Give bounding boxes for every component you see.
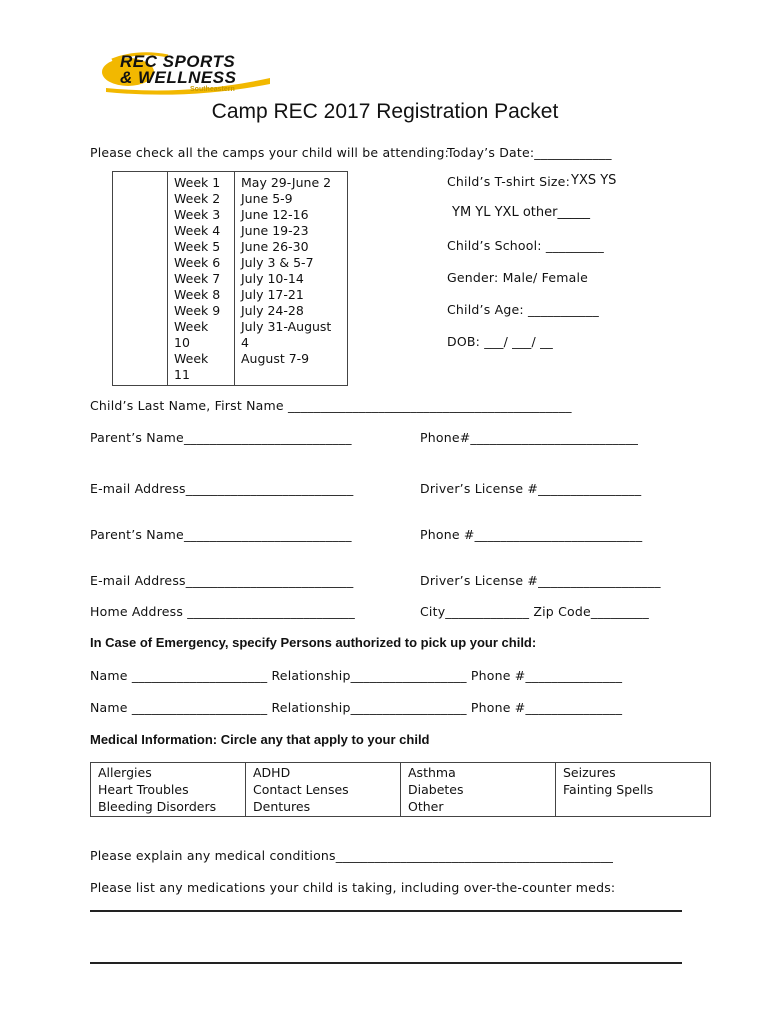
medical-explain-field[interactable]: Please explain any medical conditions___________________________________________	[90, 848, 614, 863]
camp-instructions: Please check all the camps your child will be attending:	[90, 145, 449, 160]
camp-week-label: Week 3	[168, 207, 235, 223]
camp-week-label: Week 2	[168, 191, 235, 207]
camp-week-row[interactable]	[113, 223, 348, 239]
parent-2-phone-field[interactable]: Phone #__________________________	[420, 527, 643, 542]
camp-week-dates: July 10-14	[235, 271, 348, 287]
camp-weeks-table	[112, 171, 348, 386]
medical-condition-option[interactable]: Contact Lenses	[246, 781, 401, 798]
emergency-contact-2[interactable]: Name _____________________ Relationship__________________ Phone #_______________	[90, 700, 623, 715]
medical-heading: Medical Information: Circle any that apply to your child	[90, 732, 430, 747]
medical-condition-option[interactable]: Seizures	[556, 763, 711, 782]
medical-condition-option[interactable]: Allergies	[91, 763, 246, 782]
medications-line-2[interactable]	[90, 962, 682, 964]
camp-checkbox-cell[interactable]	[113, 255, 168, 271]
medical-conditions-table	[90, 762, 711, 817]
medical-condition-option[interactable]: Bleeding Disorders	[91, 798, 246, 817]
camp-week-row[interactable]	[113, 351, 348, 386]
camp-week-row[interactable]	[113, 191, 348, 207]
camp-week-label: Week 1	[168, 172, 235, 192]
home-address-field[interactable]: Home Address __________________________	[90, 604, 355, 619]
camp-week-row[interactable]	[113, 287, 348, 303]
medical-row	[91, 763, 711, 782]
camp-checkbox-cell[interactable]	[113, 319, 168, 351]
camp-week-row[interactable]	[113, 319, 348, 351]
camp-week-label: Week 4	[168, 223, 235, 239]
parent-1-email-field[interactable]: E-mail Address__________________________	[90, 481, 354, 496]
camp-week-dates: August 7-9	[235, 351, 348, 386]
camp-checkbox-cell[interactable]	[113, 303, 168, 319]
camp-checkbox-cell[interactable]	[113, 351, 168, 386]
medical-condition-option[interactable]: Other	[401, 798, 556, 817]
camp-week-dates: July 24-28	[235, 303, 348, 319]
rec-sports-logo	[98, 48, 273, 98]
camp-week-dates: May 29-June 2	[235, 172, 348, 192]
child-school-field[interactable]: Child’s School: _________	[447, 238, 604, 253]
camp-week-label: Week 9	[168, 303, 235, 319]
medical-condition-option[interactable]: ADHD	[246, 763, 401, 782]
dob-field[interactable]: DOB: ___/ ___/ __	[447, 334, 553, 349]
logo-subtitle: Southeastern	[190, 86, 235, 93]
medical-condition-option	[556, 798, 711, 817]
gender-field[interactable]: Gender: Male/ Female	[447, 270, 589, 285]
medical-condition-option[interactable]: Fainting Spells	[556, 781, 711, 798]
medical-condition-option[interactable]: Diabetes	[401, 781, 556, 798]
camp-week-row[interactable]	[113, 239, 348, 255]
camp-checkbox-cell[interactable]	[113, 207, 168, 223]
camp-week-dates: June 26-30	[235, 239, 348, 255]
camp-checkbox-cell[interactable]	[113, 239, 168, 255]
medical-condition-option[interactable]: Heart Troubles	[91, 781, 246, 798]
camp-week-label: Week 10	[168, 319, 235, 351]
camp-week-label: Week 8	[168, 287, 235, 303]
medical-condition-option[interactable]: Dentures	[246, 798, 401, 817]
camp-week-dates: June 19-23	[235, 223, 348, 239]
page-title: Camp REC 2017 Registration Packet	[211, 100, 559, 123]
camp-week-dates: July 3 & 5-7	[235, 255, 348, 271]
camp-week-row[interactable]	[113, 207, 348, 223]
camp-week-dates: June 5-9	[235, 191, 348, 207]
emergency-contact-1[interactable]: Name _____________________ Relationship__________________ Phone #_______________	[90, 668, 623, 683]
camp-week-label: Week 6	[168, 255, 235, 271]
logo-line-1: REC SPORTS	[120, 52, 236, 71]
parent-2-email-field[interactable]: E-mail Address__________________________	[90, 573, 354, 588]
emergency-heading: In Case of Emergency, specify Persons authorized to pick up your child:	[90, 635, 537, 650]
parent-2-license-field[interactable]: Driver’s License #___________________	[420, 573, 661, 588]
medical-row	[91, 781, 711, 798]
camp-checkbox-cell[interactable]	[113, 223, 168, 239]
parent-1-name-field[interactable]: Parent’s Name__________________________	[90, 430, 352, 445]
camp-week-dates: July 31-August 4	[235, 319, 348, 351]
city-zip-field[interactable]: City_____________ Zip Code_________	[420, 604, 649, 619]
camp-week-label: Week 7	[168, 271, 235, 287]
camp-week-row[interactable]	[113, 255, 348, 271]
medications-line-1[interactable]	[90, 910, 682, 912]
parent-1-phone-field[interactable]: Phone#__________________________	[420, 430, 639, 445]
camp-week-row[interactable]	[113, 271, 348, 287]
todays-date-field[interactable]: Today’s Date:____________	[447, 145, 612, 160]
child-name-field[interactable]: Child’s Last Name, First Name ____________________________________________	[90, 398, 572, 413]
tshirt-options-2[interactable]: YM YL YXL other_____	[452, 205, 590, 220]
camp-checkbox-cell[interactable]	[113, 191, 168, 207]
camp-week-row[interactable]	[113, 172, 348, 192]
medications-prompt: Please list any medications your child is taking, including over-the-counter meds:	[90, 880, 616, 895]
tshirt-options-1[interactable]: YXS YS	[571, 173, 617, 188]
logo-line-2: & WELLNESS	[120, 68, 237, 87]
child-age-field[interactable]: Child’s Age: ___________	[447, 302, 599, 317]
camp-checkbox-cell[interactable]	[113, 271, 168, 287]
camp-week-dates: July 17-21	[235, 287, 348, 303]
camp-checkbox-cell[interactable]	[113, 172, 168, 192]
camp-week-label: Week 11	[168, 351, 235, 386]
medical-condition-option[interactable]: Asthma	[401, 763, 556, 782]
camp-week-dates: June 12-16	[235, 207, 348, 223]
camp-week-row[interactable]	[113, 303, 348, 319]
camp-week-label: Week 5	[168, 239, 235, 255]
camp-checkbox-cell[interactable]	[113, 287, 168, 303]
parent-2-name-field[interactable]: Parent’s Name__________________________	[90, 527, 352, 542]
parent-1-license-field[interactable]: Driver’s License #________________	[420, 481, 642, 496]
tshirt-size-label: Child’s T-shirt Size:	[447, 174, 570, 189]
medical-row	[91, 798, 711, 817]
